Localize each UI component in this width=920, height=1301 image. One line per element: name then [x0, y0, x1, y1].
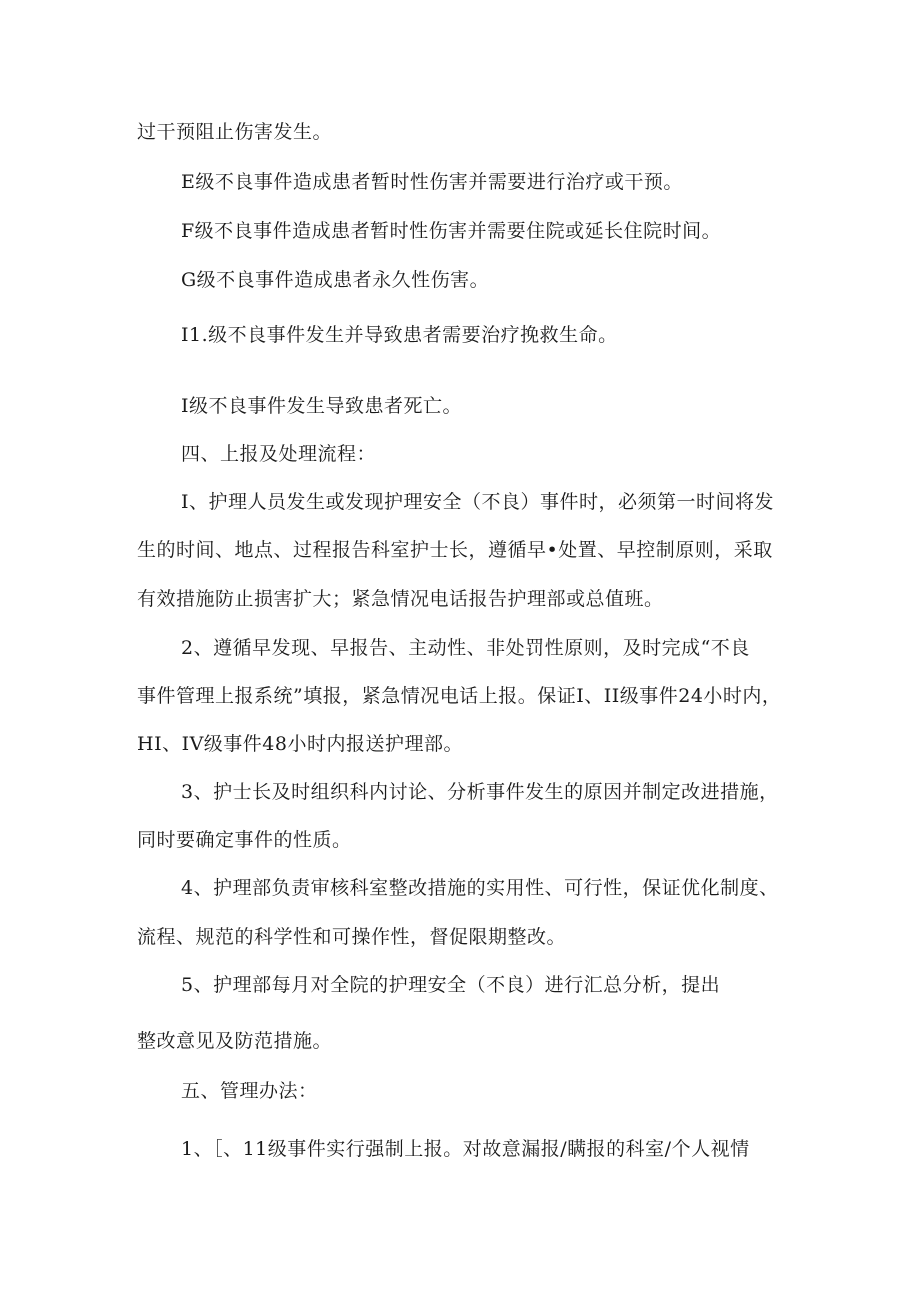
text-line-10: 有效措施防止损害扩大；紧急情况电话报告护理部或总值班。 — [137, 588, 664, 610]
text-line-19: 整改意见及防范措施。 — [137, 1030, 333, 1052]
text-line-9: 生的时间、地点、过程报告科室护士长，遵循早•处置、早控制原则，采取 — [137, 539, 773, 561]
text-line-14: 3、护士长及时组织科内讨论、分析事件发生的原因并制定改进措施， — [181, 781, 779, 803]
text-line-18: 5、护理部每月对全院的护理安全（不良）进行汇总分析，提出 — [181, 974, 721, 996]
text-line-15: 同时要确定事件的性质。 — [137, 829, 352, 851]
text-line-11: 2、遵循早发现、早报告、主动性、非处罚性原则，及时完成“不良 — [181, 637, 750, 659]
text-line-12: 事件管理上报系统”填报，紧急情况电话上报。保证I、II级事件24小时内， — [137, 685, 782, 707]
text-line-4: G级不良事件造成患者永久性伤害。 — [181, 269, 490, 291]
section-heading-5: 五、管理办法： — [181, 1080, 318, 1102]
text-line-2: E级不良事件造成患者暂时性伤害并需要进行治疗或干预。 — [181, 171, 683, 193]
text-line-8: I、护理人员发生或发现护理安全（不良）事件时，必须第一时间将发 — [181, 491, 775, 513]
text-line-13: HI、IV级事件48小时内报送护理部。 — [137, 733, 463, 755]
section-heading-4: 四、上报及处理流程： — [181, 443, 377, 465]
text-line-16: 4、护理部负责审核科室整改措施的实用性、可行性，保证优化制度、 — [181, 877, 779, 899]
text-line-6: I级不良事件发生导致患者死亡。 — [181, 395, 463, 417]
text-line-1: 过干预阻止伤害发生。 — [137, 121, 333, 143]
text-line-3: F级不良事件造成患者暂时性伤害并需要住院或延长住院时间。 — [181, 220, 722, 242]
text-line-17: 流程、规范的科学性和可操作性，督促限期整改。 — [137, 926, 567, 948]
text-line-21: 1、［、11级事件实行强制上报。对故意漏报/瞒报的科室/个人视情 — [181, 1138, 750, 1160]
text-line-5: I1.级不良事件发生并导致患者需要治疗挽救生命。 — [181, 324, 618, 346]
